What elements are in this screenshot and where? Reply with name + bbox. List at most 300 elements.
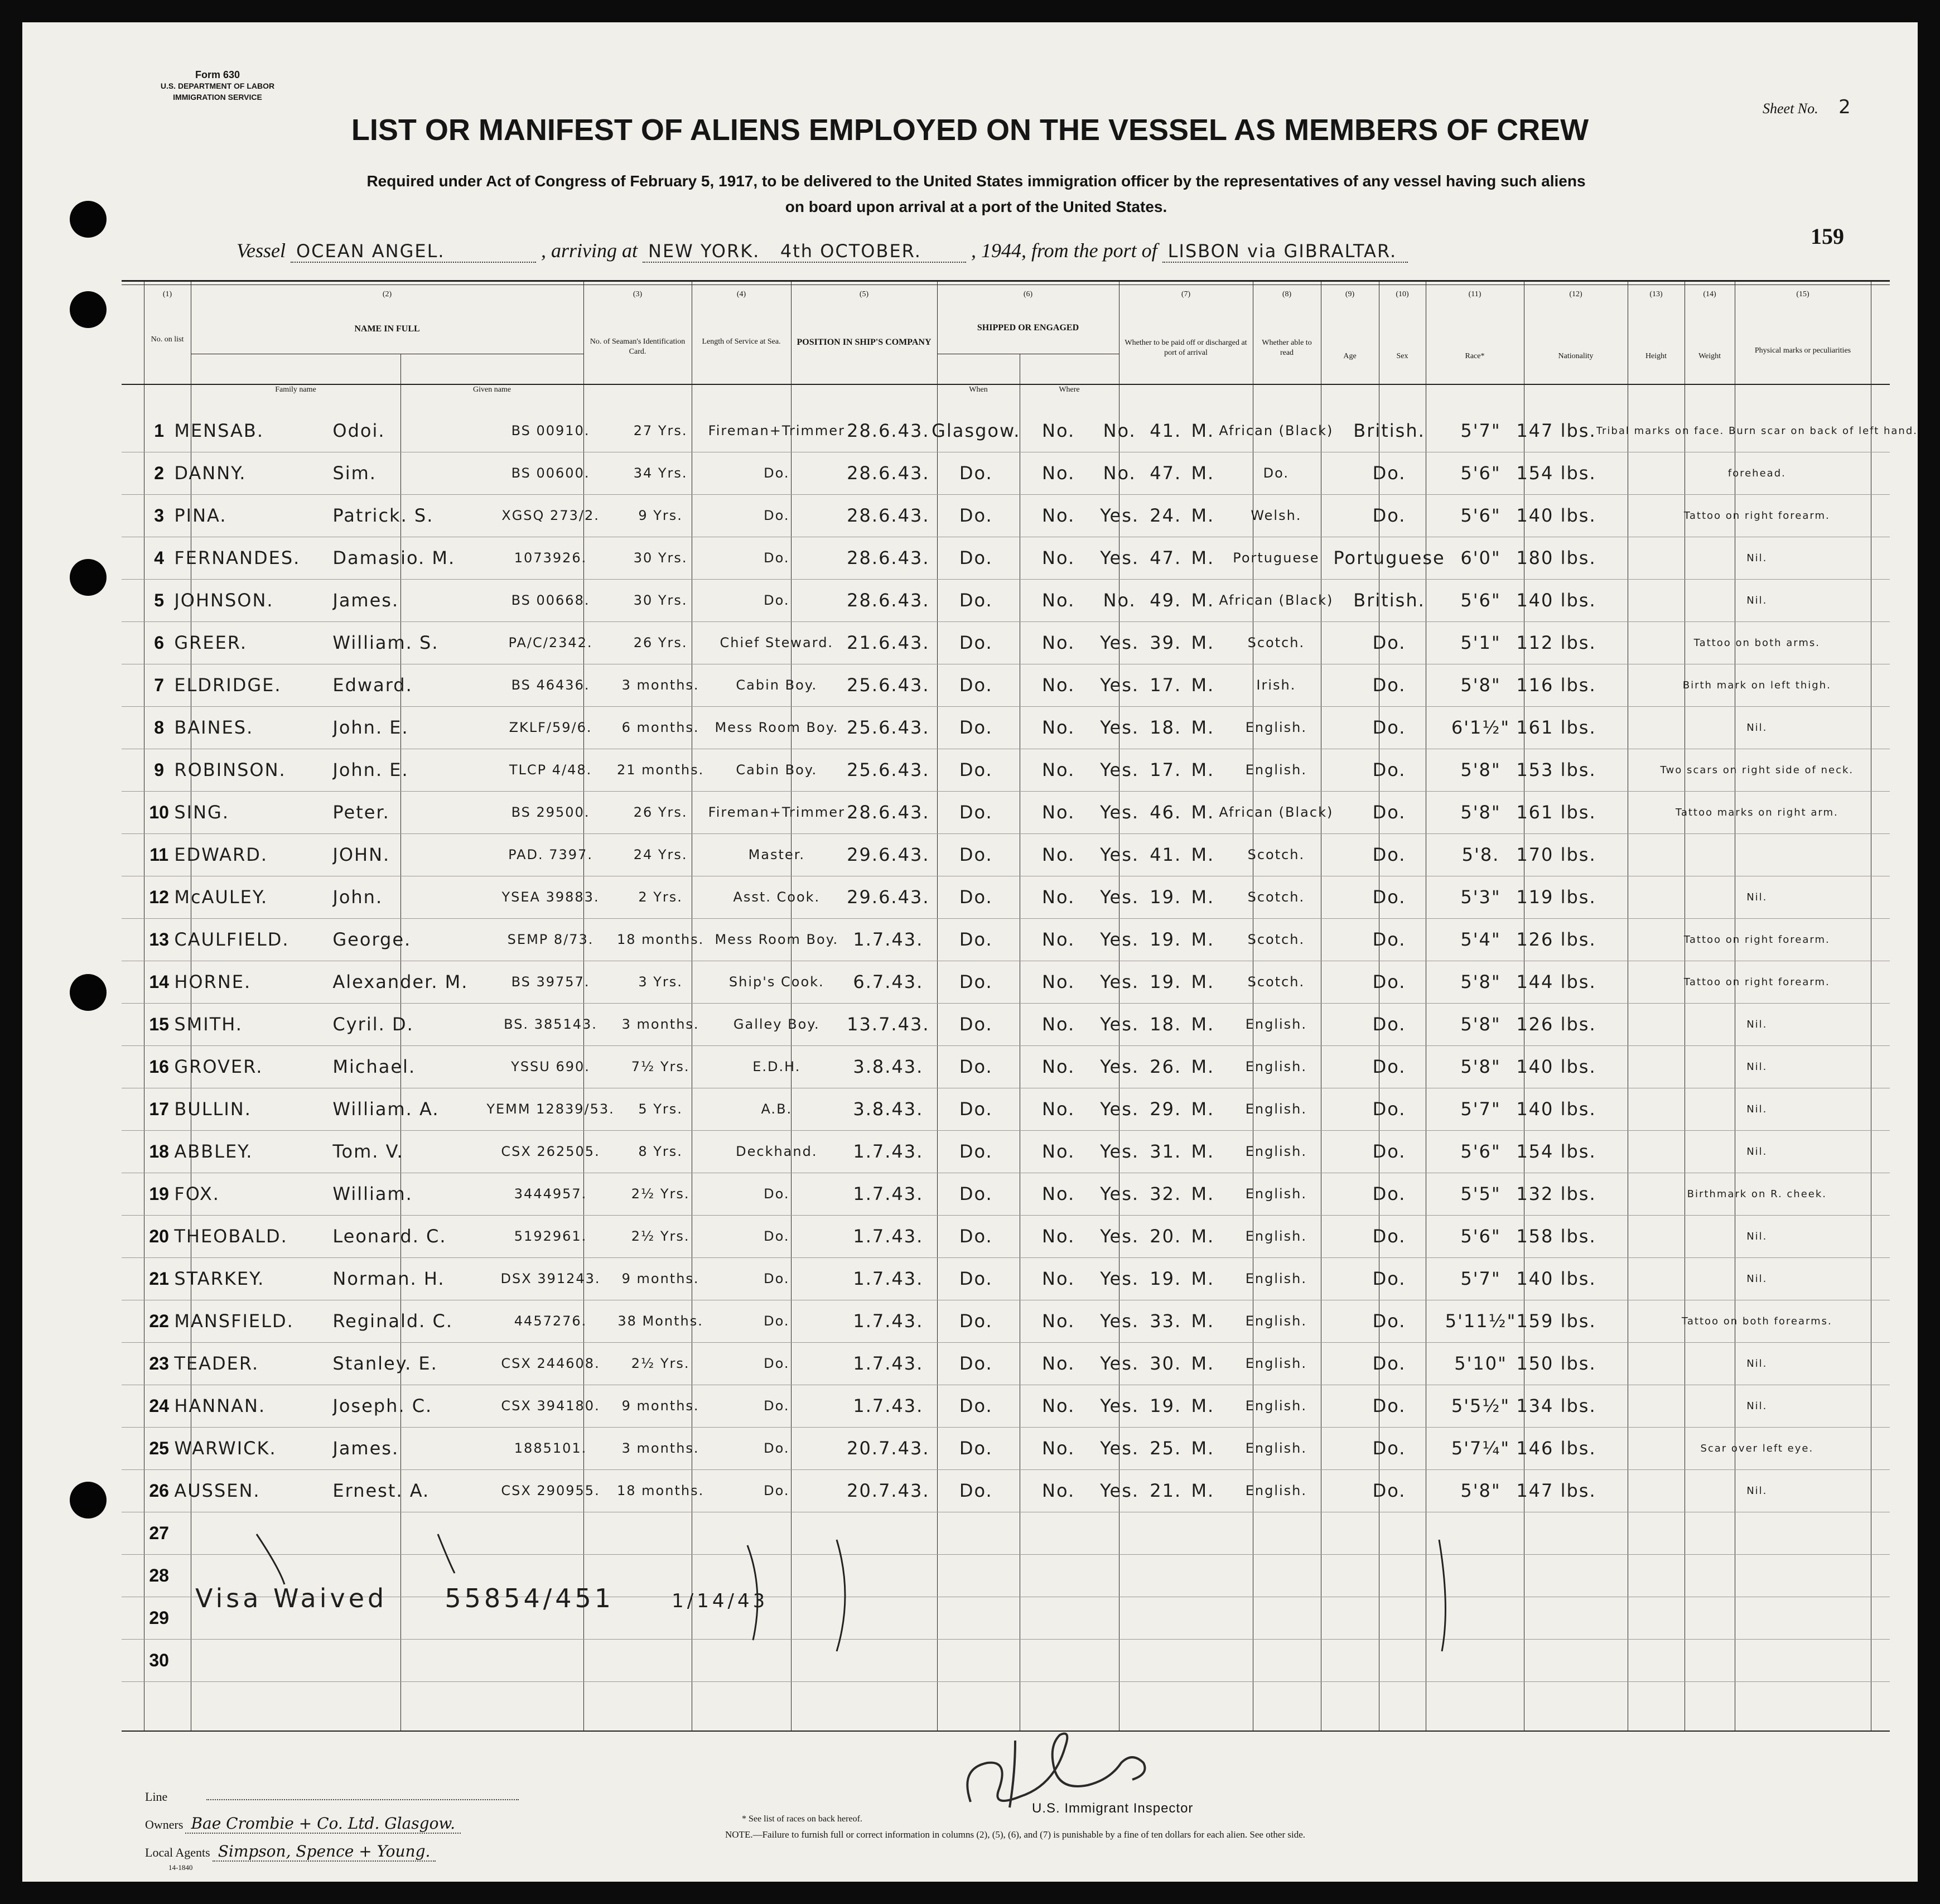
height-cell: 5'7¼" [1451, 1438, 1511, 1459]
weight-cell: 147 lbs. [1516, 1480, 1596, 1501]
sex-cell: M. [1191, 632, 1215, 653]
weight-cell: 119 lbs. [1516, 886, 1596, 908]
able-to-read-cell: Yes. [1100, 1226, 1140, 1247]
given-name-cell: James. [332, 1438, 399, 1459]
height-cell: 5'3" [1460, 886, 1501, 908]
length-of-service-cell: 3 months. [621, 677, 699, 693]
line-field [206, 1799, 519, 1800]
nationality-cell: Do. [1372, 1480, 1406, 1501]
race-cell: African (Black) [1219, 592, 1334, 608]
position-cell: Do. [764, 550, 790, 566]
row-number-cell: 9 [154, 759, 165, 780]
weight-cell: 180 lbs. [1516, 547, 1596, 568]
sex-cell: M. [1191, 420, 1215, 441]
sex-cell: M. [1191, 971, 1215, 992]
row-number-cell: 12 [149, 886, 169, 907]
weight-cell: 112 lbs. [1516, 632, 1596, 653]
header-where: Where [1059, 385, 1080, 394]
given-name-cell: John. E. [332, 717, 409, 738]
able-to-read-cell: No. [1103, 462, 1136, 484]
able-to-read-cell: Yes. [1100, 1480, 1140, 1501]
length-of-service-cell: 2½ Yrs. [631, 1356, 690, 1371]
height-cell: 5'1" [1460, 632, 1501, 653]
weight-cell: 126 lbs. [1516, 1014, 1596, 1035]
shipped-when-cell: 3.8.43. [853, 1056, 924, 1077]
shipped-when-cell: 3.8.43. [853, 1098, 924, 1120]
sex-cell: M. [1191, 1310, 1215, 1332]
length-of-service-cell: 18 months. [617, 932, 704, 947]
id-card-cell: CSX 262505. [501, 1144, 600, 1159]
height-cell: 5'11½" [1445, 1310, 1517, 1332]
height-cell: 5'4" [1460, 929, 1501, 950]
age-cell: 24. [1150, 505, 1182, 526]
weight-cell: 140 lbs. [1516, 1056, 1596, 1077]
age-cell: 18. [1150, 1014, 1182, 1035]
arriving-label: , arriving at [541, 239, 638, 262]
length-of-service-cell: 26 Yrs. [633, 635, 688, 650]
header-length-service: Length of Service at Sea. [702, 338, 781, 346]
length-of-service-cell: 30 Yrs. [633, 550, 688, 566]
race-cell: Scotch. [1247, 847, 1305, 862]
nationality-cell: Do. [1372, 802, 1406, 823]
weight-cell: 132 lbs. [1516, 1183, 1596, 1204]
signature-stroke [967, 1734, 1145, 1802]
position-cell: Do. [764, 1398, 790, 1414]
paid-off-cell: No. [1042, 759, 1075, 780]
paid-off-cell: No. [1042, 1353, 1075, 1374]
height-cell: 5'7" [1460, 420, 1501, 441]
row-number-cell: 21 [149, 1268, 169, 1289]
id-card-cell: YEMM 12839/53. [486, 1101, 615, 1117]
length-of-service-cell: 30 Yrs. [633, 592, 688, 608]
shipped-when-cell: 21.6.43. [847, 632, 930, 653]
able-to-read-cell: Yes. [1100, 802, 1140, 823]
family-name-cell: DANNY. [174, 462, 247, 484]
paid-off-cell: No. [1042, 929, 1075, 950]
column-number: (12) [1569, 290, 1582, 298]
given-name-cell: Ernest. A. [332, 1480, 430, 1501]
family-name-cell: ABBLEY. [174, 1141, 253, 1162]
physical-marks-cell: Scar over left eye. [1700, 1442, 1814, 1454]
race-cell: English. [1245, 720, 1307, 735]
length-of-service-cell: 9 Yrs. [638, 508, 683, 523]
able-to-read-cell: Yes. [1100, 1438, 1140, 1459]
sex-cell: M. [1191, 886, 1215, 908]
age-cell: 33. [1150, 1310, 1182, 1332]
age-cell: 41. [1150, 844, 1182, 865]
shipped-when-cell: 28.6.43. [847, 802, 930, 823]
length-of-service-cell: 26 Yrs. [633, 804, 688, 820]
nationality-cell: Do. [1372, 505, 1406, 526]
header-paid-off: Whether to be paid off or discharged at port of arrival [1125, 339, 1247, 357]
height-cell: 5'8" [1460, 1056, 1501, 1077]
row-number-cell: 16 [149, 1056, 169, 1077]
paid-off-cell: No. [1042, 1480, 1075, 1501]
position-cell: A.B. [761, 1101, 793, 1117]
given-name-cell: Joseph. C. [332, 1395, 433, 1416]
shipped-where-cell: Do. [959, 844, 993, 865]
given-name-cell: Alexander. M. [332, 971, 469, 992]
weight-cell: 154 lbs. [1516, 1141, 1596, 1162]
physical-marks-cell: Nil. [1746, 891, 1768, 903]
shipped-where-cell: Do. [959, 1353, 993, 1374]
position-cell: Do. [764, 465, 790, 481]
height-cell: 5'5½" [1451, 1395, 1511, 1416]
visa-date: 1/14/43 [672, 1590, 769, 1612]
able-to-read-cell: Yes. [1100, 759, 1140, 780]
physical-marks-cell: Nil. [1746, 1357, 1768, 1370]
age-cell: 19. [1150, 971, 1182, 992]
able-to-read-cell: Yes. [1100, 886, 1140, 908]
department: U.S. DEPARTMENT OF LABOR [160, 81, 275, 90]
physical-marks-cell: Tattoo marks on right arm. [1675, 806, 1838, 818]
given-name-cell: Cyril. D. [332, 1014, 414, 1035]
race-cell: African (Black) [1219, 804, 1334, 820]
family-name-cell: EDWARD. [174, 844, 268, 865]
family-name-cell: MENSAB. [174, 420, 264, 441]
row-number-cell: 5 [154, 590, 165, 610]
paid-off-cell: No. [1042, 590, 1075, 611]
header-family-name: Family name [275, 385, 316, 394]
physical-marks-cell: Nil. [1746, 1484, 1768, 1497]
able-to-read-cell: Yes. [1100, 1098, 1140, 1120]
weight-cell: 159 lbs. [1516, 1310, 1596, 1332]
header-shipped: SHIPPED OR ENGAGED [977, 323, 1079, 332]
subtitle-line-1: Required under Act of Congress of February 5, 1917, to be delivered to the United States immigration officer by the representatives of any vessel having such aliens [366, 172, 1586, 190]
given-name-cell: Tom. V. [332, 1141, 404, 1162]
shipped-where-cell: Do. [959, 1014, 993, 1035]
id-card-cell: 5192961. [514, 1228, 587, 1244]
shipped-when-cell: 13.7.43. [847, 1014, 930, 1035]
able-to-read-cell: Yes. [1100, 1353, 1140, 1374]
id-card-cell: YSEA 39883. [501, 889, 600, 905]
column-number: (3) [633, 290, 643, 298]
paid-off-cell: No. [1042, 1141, 1075, 1162]
shipped-when-cell: 1.7.43. [853, 1268, 924, 1289]
column-number: (5) [859, 290, 869, 298]
row-number-cell: 17 [149, 1098, 169, 1119]
able-to-read-cell: Yes. [1100, 971, 1140, 992]
shipped-where-cell: Do. [959, 590, 993, 611]
paid-off-cell: No. [1042, 632, 1075, 653]
row-number-cell: 15 [149, 1014, 169, 1034]
shipped-where-cell: Do. [959, 674, 993, 696]
sex-cell: M. [1191, 1098, 1215, 1120]
age-cell: 19. [1150, 1268, 1182, 1289]
shipped-when-cell: 1.7.43. [853, 1395, 924, 1416]
paid-off-cell: No. [1042, 1098, 1075, 1120]
length-of-service-cell: 2½ Yrs. [631, 1228, 690, 1244]
height-cell: 6'0" [1460, 547, 1501, 568]
nationality-cell: Do. [1372, 1098, 1406, 1120]
nationality-cell: Do. [1372, 1226, 1406, 1247]
paid-off-cell: No. [1042, 1395, 1075, 1416]
id-card-cell: BS 46436. [511, 677, 590, 693]
race-cell: English. [1245, 1440, 1307, 1456]
physical-marks-cell: Tribal marks on face. Burn scar on back of left hand. [1596, 425, 1918, 437]
able-to-read-cell: Yes. [1100, 1141, 1140, 1162]
id-card-cell: BS 00910. [511, 423, 590, 438]
paid-off-cell: No. [1042, 420, 1075, 441]
sex-cell: M. [1191, 674, 1215, 696]
shipped-when-cell: 28.6.43. [847, 590, 930, 611]
nationality-cell: Do. [1372, 1183, 1406, 1204]
height-cell: 5'6" [1460, 1141, 1501, 1162]
age-cell: 49. [1150, 590, 1182, 611]
weight-cell: 158 lbs. [1516, 1226, 1596, 1247]
sex-cell: M. [1191, 1268, 1215, 1289]
able-to-read-cell: Yes. [1100, 1395, 1140, 1416]
shipped-where-cell: Do. [959, 886, 993, 908]
row-number-cell: 24 [149, 1395, 169, 1416]
shipped-where-cell: Do. [959, 1056, 993, 1077]
weight-cell: 146 lbs. [1516, 1438, 1596, 1459]
shipped-when-cell: 1.7.43. [853, 1353, 924, 1374]
nationality-cell: Do. [1372, 1395, 1406, 1416]
header-marks: Physical marks or peculiarities [1754, 346, 1851, 355]
shipped-where-cell: Do. [959, 717, 993, 738]
paid-off-cell: No. [1042, 1056, 1075, 1077]
sheet-number-label: Sheet No. [1763, 100, 1818, 117]
shipped-where-cell: Do. [959, 971, 993, 992]
row-number-cell: 7 [154, 674, 165, 695]
column-number: (6) [1023, 290, 1033, 298]
paid-off-cell: No. [1042, 547, 1075, 568]
weight-cell: 140 lbs. [1516, 1098, 1596, 1120]
id-card-cell: 1885101. [514, 1440, 587, 1456]
physical-marks-cell: Tattoo on right forearm. [1683, 933, 1830, 946]
header-nationality: Nationality [1558, 352, 1594, 360]
position-cell: Do. [764, 1186, 790, 1202]
id-card-cell: 1073926. [514, 550, 587, 566]
nationality-cell: Do. [1372, 844, 1406, 865]
id-card-cell: BS 00668. [511, 592, 590, 608]
id-card-cell: CSX 394180. [501, 1398, 600, 1414]
paid-off-cell: No. [1042, 844, 1075, 865]
row-number-cell: 14 [149, 971, 169, 992]
position-cell: Cabin Boy. [736, 762, 818, 778]
row-number-cell: 3 [154, 505, 165, 526]
ditto-strokes [22, 22, 1918, 1882]
family-name-cell: SMITH. [174, 1014, 243, 1035]
weight-cell: 116 lbs. [1516, 674, 1596, 696]
paid-off-cell: No. [1042, 1438, 1075, 1459]
column-number: (11) [1468, 290, 1481, 298]
length-of-service-cell: 2½ Yrs. [631, 1186, 690, 1202]
physical-marks-cell: forehead. [1727, 467, 1786, 479]
able-to-read-cell: Yes. [1100, 844, 1140, 865]
shipped-when-cell: 25.6.43. [847, 674, 930, 696]
shipped-where-cell: Do. [959, 1268, 993, 1289]
owners-row [145, 1814, 461, 1833]
header-given-name: Given name [472, 385, 511, 394]
weight-cell: 170 lbs. [1516, 844, 1596, 865]
shipped-when-cell: 1.7.43. [853, 1310, 924, 1332]
family-name-cell: GREER. [174, 632, 248, 653]
race-cell: Irish. [1256, 677, 1296, 693]
length-of-service-cell: 7½ Yrs. [631, 1059, 690, 1074]
height-cell: 5'7" [1460, 1268, 1501, 1289]
given-name-cell: John. E. [332, 759, 409, 780]
sex-cell: M. [1191, 462, 1215, 484]
column-number: (7) [1181, 290, 1191, 298]
family-name-cell: HANNAN. [174, 1395, 266, 1416]
weight-cell: 154 lbs. [1516, 462, 1596, 484]
signature-stroke [1010, 1741, 1015, 1807]
physical-marks-cell: Nil. [1746, 721, 1768, 734]
physical-marks-cell: Nil. [1746, 1061, 1768, 1073]
nationality-cell: Do. [1372, 1056, 1406, 1077]
position-cell: Chief Steward. [720, 635, 834, 650]
shipped-when-cell: 28.6.43. [847, 420, 930, 441]
nationality-cell: Do. [1372, 674, 1406, 696]
able-to-read-cell: Yes. [1100, 505, 1140, 526]
id-card-cell: CSX 290955. [501, 1483, 600, 1498]
sex-cell: M. [1191, 802, 1215, 823]
header-weight: Weight [1698, 352, 1721, 360]
able-to-read-cell: Yes. [1100, 632, 1140, 653]
able-to-read-cell: Yes. [1100, 929, 1140, 950]
family-name-cell: ELDRIDGE. [174, 674, 282, 696]
visa-waived-text: Visa Waived [195, 1583, 388, 1613]
position-cell: Cabin Boy. [736, 677, 818, 693]
vessel-label: Vessel [237, 239, 286, 262]
family-name-cell: MANSFIELD. [174, 1310, 294, 1332]
shipped-when-cell: 29.6.43. [847, 886, 930, 908]
row-number-cell: 2 [154, 462, 165, 483]
row-number-cell: 13 [149, 929, 169, 949]
race-cell: African (Black) [1219, 423, 1334, 438]
agents-label: Local Agents [145, 1845, 210, 1859]
shipped-where-cell: Do. [959, 505, 993, 526]
id-card-cell: CSX 244608. [501, 1356, 600, 1371]
column-number: (10) [1396, 290, 1409, 298]
race-cell: English. [1245, 1016, 1307, 1032]
row-number-cell: 10 [149, 802, 169, 822]
shipped-where-cell: Do. [959, 547, 993, 568]
shipped-where-cell: Do. [959, 632, 993, 653]
height-cell: 5'8" [1460, 759, 1501, 780]
family-name-cell: FOX. [174, 1183, 220, 1204]
physical-marks-cell: Nil. [1746, 1400, 1768, 1412]
paid-off-cell: No. [1042, 717, 1075, 738]
agents-row [145, 1842, 436, 1860]
age-cell: 26. [1150, 1056, 1182, 1077]
column-number: (4) [736, 290, 746, 298]
height-cell: 5'8" [1460, 971, 1501, 992]
given-name-cell: William. [332, 1183, 413, 1204]
physical-marks-cell: Tattoo on right forearm. [1683, 976, 1830, 988]
physical-marks-cell: Tattoo on both forearms. [1681, 1315, 1832, 1327]
paid-off-cell: No. [1042, 802, 1075, 823]
length-of-service-cell: 2 Yrs. [638, 889, 683, 905]
position-cell: Master. [748, 847, 805, 862]
length-of-service-cell: 38 Months. [617, 1313, 703, 1329]
race-cell: English. [1245, 1228, 1307, 1244]
length-of-service-cell: 21 months. [617, 762, 704, 778]
year-label: , 1944, from the port of [971, 239, 1157, 262]
race-cell: English. [1245, 1271, 1307, 1286]
form-number: Form 630 [195, 69, 240, 80]
family-name-cell: BULLIN. [174, 1098, 252, 1120]
row-number-cell: 20 [149, 1226, 169, 1246]
shipped-when-cell: 25.6.43. [847, 717, 930, 738]
height-cell: 6'1½" [1451, 717, 1511, 738]
length-of-service-cell: 3 months. [621, 1440, 699, 1456]
age-cell: 25. [1150, 1438, 1182, 1459]
row-number-cell: 19 [149, 1183, 169, 1204]
column-number: (1) [162, 290, 172, 298]
sex-cell: M. [1191, 1141, 1215, 1162]
sex-cell: M. [1191, 547, 1215, 568]
sex-cell: M. [1191, 505, 1215, 526]
shipped-where-cell: Do. [959, 1098, 993, 1120]
physical-marks-cell: Nil. [1746, 1145, 1768, 1158]
position-cell: Galley Boy. [733, 1016, 820, 1032]
race-cell: Welsh. [1251, 508, 1302, 523]
weight-cell: 150 lbs. [1516, 1353, 1596, 1374]
given-name-cell: JOHN. [332, 844, 390, 865]
visa-number: 55854/451 [445, 1583, 615, 1613]
weight-cell: 153 lbs. [1516, 759, 1596, 780]
nationality-cell: Do. [1372, 717, 1406, 738]
paid-off-cell: No. [1042, 1310, 1075, 1332]
paid-off-cell: No. [1042, 886, 1075, 908]
shipped-when-cell: 1.7.43. [853, 1183, 924, 1204]
id-card-cell: TLCP 4/48. [509, 762, 592, 778]
paid-off-cell: No. [1042, 505, 1075, 526]
footer-note: NOTE.—Failure to furnish full or correct information in columns (2), (5), (6), and (7) is punishable by a fine of ten dollars for each alien. See other side. [725, 1829, 1306, 1840]
position-cell: Do. [764, 1271, 790, 1286]
shipped-where-cell: Do. [959, 1395, 993, 1416]
shipped-when-cell: 6.7.43. [853, 971, 924, 992]
header-height: Height [1645, 352, 1667, 360]
length-of-service-cell: 24 Yrs. [633, 847, 688, 862]
length-of-service-cell: 34 Yrs. [633, 465, 688, 481]
able-to-read-cell: No. [1103, 590, 1136, 611]
sex-cell: M. [1191, 1014, 1215, 1035]
length-of-service-cell: 3 Yrs. [638, 974, 683, 990]
column-number: (13) [1649, 290, 1663, 298]
row-number-cell: 23 [149, 1353, 169, 1373]
given-name-cell: William. S. [332, 632, 439, 653]
weight-cell: 144 lbs. [1516, 971, 1596, 992]
id-card-cell: PAD. 7397. [508, 847, 593, 862]
nationality-cell: British. [1353, 590, 1425, 611]
race-cell: English. [1245, 1144, 1307, 1159]
header-position: POSITION IN SHIP'S COMPANY [797, 338, 932, 347]
line-label: Line [145, 1790, 168, 1804]
given-name-cell: Patrick. S. [332, 505, 434, 526]
position-cell: Mess Room Boy. [715, 720, 839, 735]
shipped-when-cell: 1.7.43. [853, 929, 924, 950]
ditto-stroke [1439, 1540, 1445, 1651]
row-number-cell: 4 [154, 547, 165, 568]
age-cell: 46. [1150, 802, 1182, 823]
shipped-where-cell: Do. [959, 1141, 993, 1162]
id-card-cell: 4457276. [514, 1313, 587, 1329]
sex-cell: M. [1191, 759, 1215, 780]
nationality-cell: Do. [1372, 1141, 1406, 1162]
id-card-cell: XGSQ 273/2. [501, 508, 600, 523]
nationality-cell: Portuguese [1333, 547, 1445, 568]
race-cell: Scotch. [1247, 635, 1305, 650]
shipped-when-cell: 25.6.43. [847, 759, 930, 780]
age-cell: 31. [1150, 1141, 1182, 1162]
height-cell: 5'8" [1460, 674, 1501, 696]
id-card-cell: PA/C/2342. [508, 635, 593, 650]
race-cell: Portuguese [1233, 550, 1320, 566]
